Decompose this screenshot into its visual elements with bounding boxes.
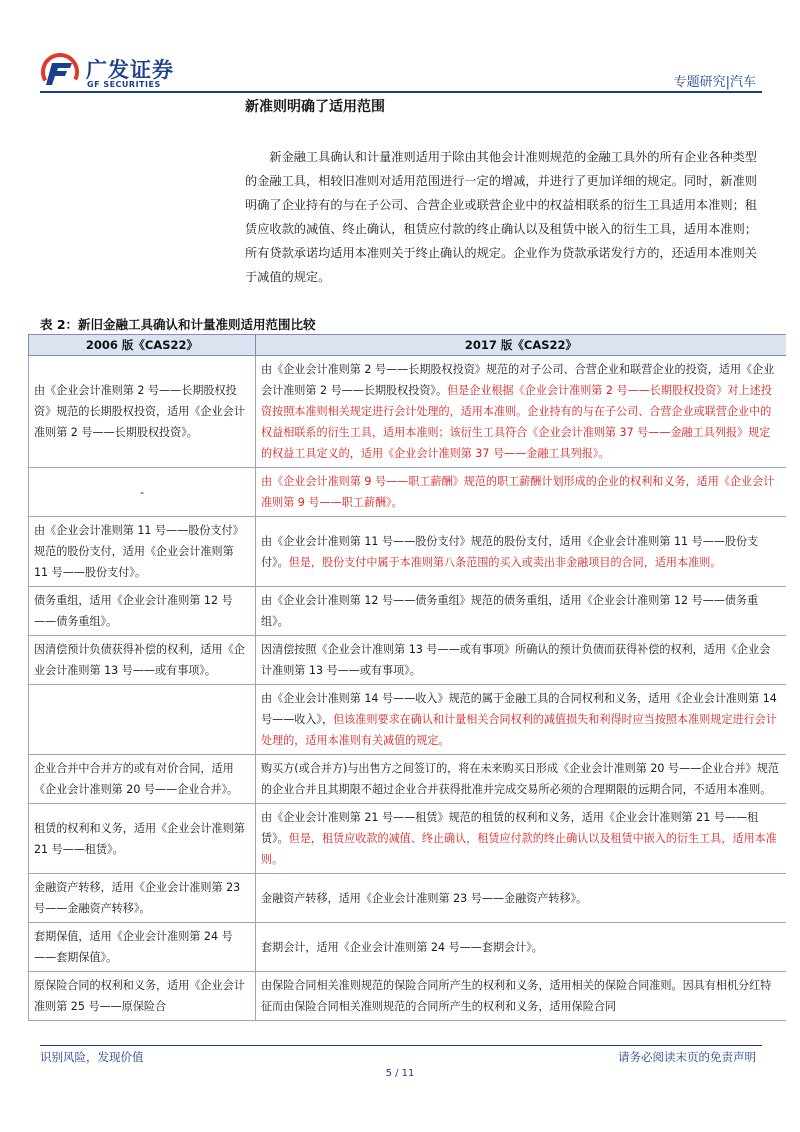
new-text: 由《企业会计准则第 12 号——债务重组》规范的债务重组，适用《企业会计准则第 12 号——债务重组》。 [261,594,759,628]
old-cell: - [29,468,256,517]
new-cell [256,636,787,685]
old-cell: 租赁的权利和义务，适用《企业会计准则第 21 号——租赁》。 [29,804,256,874]
new-cell [256,972,787,1021]
new-cell [256,923,787,972]
table-row [29,972,787,1021]
new-cell [256,804,787,874]
brand-name-en: GF SECURITIES [87,80,161,89]
new-cell [256,587,787,636]
new-text-highlight: 但是企业根据《企业会计准则第 2 号——长期股权投资》对上述投资按照本准则相关规定进行会计处理的，适用本准则。企业持有的与在子公司、合营企业或联营企业中的权益相联系的衍生工具，适用本准则；该衍生工具符合《企业会计准则第 37 号——金融工具列报》规定的权益工具定义的，适用《企业会计准则第 37 号——金融工具列报》。 [261,384,772,460]
new-cell [256,874,787,923]
new-text: 由《企业会计准则第 14 号——收入》规范的属于金融工具的合同权利和义务，适用《企业会计准则第 14 号——收入》， [261,692,777,726]
old-cell: 金融资产转移，适用《企业会计准则第 23 号——金融资产转移》。 [29,874,256,923]
new-text: 因清偿按照《企业会计准则第 13 号——或有事项》所确认的预计负债而获得补偿的权利，适用《企业会计准则第 13 号——或有事项》。 [261,643,771,677]
new-cell [256,517,787,587]
header-divider [40,91,762,93]
new-text: 购买方(或合并方)与出售方之间签订的，将在未来购买日形成《企业会计准则第 20 号——企业合并》规范的企业合并且其期限不超过企业合并获得批准并完成交易所必须的合理期限的远期合同，不适用本准则。 [261,762,779,796]
new-text: 由《企业会计准则第 11 号——股份支付》规范的股份支付，适用《企业会计准则第 11 号——股份支付》。 [261,534,759,569]
page-header [0,0,800,100]
table-row [29,804,787,874]
new-text-highlight: 但是，租赁应收款的减值、终止确认，租赁应付款的终止确认以及租赁中嵌入的衍生工具，适用本准则。 [261,832,777,866]
old-cell: 企业合并中合并方的或有对价合同，适用《企业会计准则第 20 号——企业合并》。 [29,755,256,804]
footer-disclaimer-note: 请务必阅读末页的免责声明 [618,1050,756,1064]
new-text: 由《企业会计准则第 2 号——长期股权投资》规范的对子公司、合营企业和联营企业的投资，适用《企业会计准则第 2 号——长期股权投资》。 [261,363,775,397]
table-row [29,356,787,468]
brand-name-cn: 广发证券 [86,58,174,82]
old-cell: 由《企业会计准则第 11 号——股份支付》规范的股份支付，适用《企业会计准则第 11 号——股份支付》。 [29,517,256,587]
table-header-row [29,335,787,356]
section-title: 新准则明确了适用范围 [245,99,385,115]
table-row [29,468,787,517]
old-cell: 因清偿预计负债获得补偿的权利，适用《企业会计准则第 13 号——或有事项》。 [29,636,256,685]
table-row [29,685,787,755]
table-row [29,923,787,972]
old-cell: 原保险合同的权利和义务，适用《企业会计准则第 25 号——原保险合 [29,972,256,1021]
new-text: 套期会计，适用《企业会计准则第 24 号——套期会计》。 [261,940,543,954]
new-text-highlight: 但是，股份支付中属于本准则第八条范围的买入或卖出非金融项目的合同，适用本准则。 [288,555,722,569]
new-text-highlight: 由《企业会计准则第 9 号——职工薪酬》规范的职工薪酬计划形成的企业的权利和义务，适用《企业会计准则第 9 号——职工薪酬》。 [261,475,775,509]
gf-logo-icon [40,52,82,92]
table-row [29,755,787,804]
new-cell [256,468,787,517]
footer-divider [40,1045,762,1046]
table-row [29,587,787,636]
new-text: 由《企业会计准则第 21 号——租赁》规范的租赁的权利和义务，适用《企业会计准则第 21 号——租赁》。 [261,811,759,845]
new-text: 金融资产转移，适用《企业会计准则第 23 号——金融资产转移》。 [261,891,588,905]
body-paragraph [245,145,757,289]
new-cell [256,685,787,755]
new-text-highlight: 但该准则要求在确认和计量相关合同权利的减值损失和利得时应当按照本准则规定进行会计处理的，适用本准则有关减值的规定。 [261,713,777,747]
old-cell: 债务重组，适用《企业会计准则第 12 号——债务重组》。 [29,587,256,636]
header-new-standard: 2017 版《CAS22》 [256,335,787,356]
old-cell [29,685,256,755]
old-cell: 套期保值，适用《企业会计准则第 24 号——套期保值》。 [29,923,256,972]
comparison-table [28,334,786,1021]
gf-securities-logo [40,52,180,94]
new-cell [256,755,787,804]
header-old-standard: 2006 版《CAS22》 [29,335,256,356]
report-category: 专题研究|汽车 [673,75,756,90]
paragraph-text: 新金融工具确认和计量准则适用于除由其他会计准则规范的金融工具外的所有企业各种类型的金融工具，相较旧准则对适用范围进行一定的增减，并进行了更加详细的规定。同时，新准则明确了企业持有的与在子公司、合营企业或联营企业中的权益相联系的衍生工具适用本准则；租赁应收款的减值、终止确认，租赁应付款的终止确认以及租赁中嵌入的衍生工具，适用本准则；所有贷款承诺均适用本准则关于终止确认的规定。企业作为贷款承诺发行方的，还适用本准则关于减值的规定。 [245,150,757,284]
comparison-table-wrapper [28,334,786,1043]
table-row [29,874,787,923]
page-number: 5 / 11 [385,1068,415,1079]
footer-slogan: 识别风险，发现价值 [40,1050,144,1064]
table-row [29,636,787,685]
table-title: 表 2：新旧金融工具确认和计量准则适用范围比较 [40,317,316,332]
old-cell: 由《企业会计准则第 2 号——长期股权投资》规范的长期股权投资，适用《企业会计准则第 2 号——长期股权投资》。 [29,356,256,468]
table-row [29,517,787,587]
new-cell [256,356,787,468]
new-text: 由保险合同相关准则规范的保险合同所产生的权利和义务，适用相关的保险合同准则。因具有相机分红特征而由保险合同相关准则规范的合同所产生的权利和义务，适用保险合同 [261,979,772,1013]
